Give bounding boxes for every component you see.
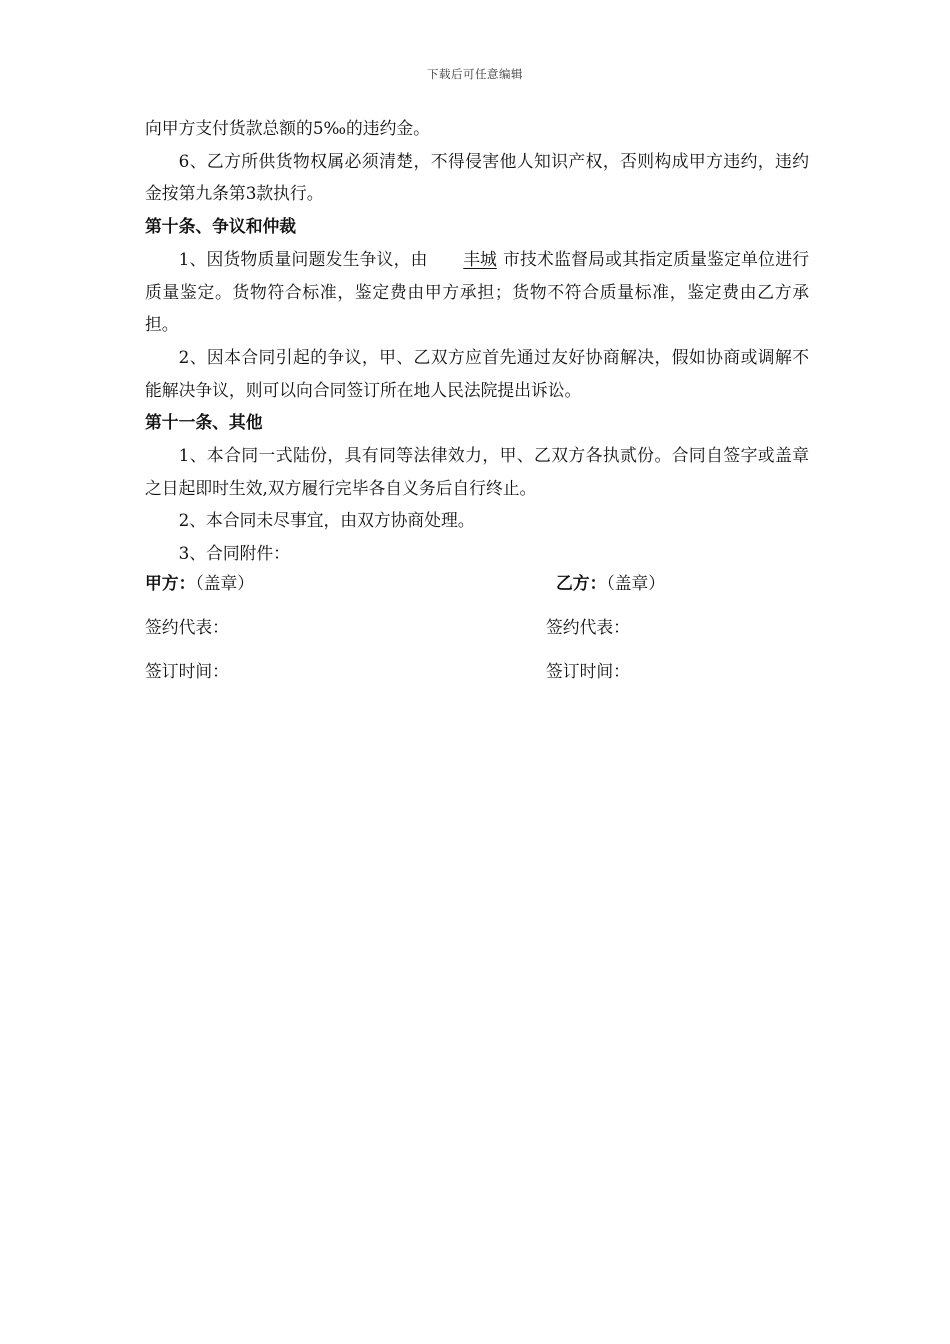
paragraph-quality-dispute	[145, 243, 809, 341]
party-a-signature	[145, 570, 254, 594]
party-b-sign-date: 签订时间：	[546, 661, 630, 681]
party-a-seal: （盖章）	[195, 573, 255, 593]
paragraph-attachments: 3、合同附件：	[178, 543, 290, 564]
page-header: 下载后可任意编辑	[427, 67, 523, 81]
section-heading-dispute: 第十条、争议和仲裁	[145, 216, 297, 237]
party-b-seal: （盖章）	[606, 573, 666, 593]
quality-dispute-text-start: 1、因货物质量问题发生争议，由	[178, 248, 428, 269]
signature-block	[145, 570, 809, 702]
paragraph-unresolved-matters: 2、本合同未尽事宜，由双方协商处理。	[178, 510, 475, 531]
paragraph-penalty-continued: 向甲方支付货款总额的5‰的违约金。	[145, 118, 430, 138]
party-a-sign-date: 签订时间：	[145, 661, 229, 681]
party-b-representative: 签约代表：	[546, 617, 630, 637]
paragraph-ownership-clause: 6、乙方所供货物权属必须清楚，不得侵害他人知识产权，否则构成甲方违约，违约金按第九条第3款执行。	[145, 150, 809, 204]
city-blank-field: 丰城	[463, 248, 497, 269]
signature-date-row	[145, 658, 809, 702]
section-heading-other: 第十一条、其他	[145, 412, 263, 433]
paragraph-contract-dispute: 2、因本合同引起的争议，甲、乙双方应首先通过友好协商解决，假如协商或调解不能解决争议，则可以向合同签订所在地人民法院提出诉讼。	[145, 346, 809, 400]
party-a-representative: 签约代表：	[145, 617, 229, 637]
quality-dispute-text-end: 市技术监督局或其指定质量鉴定单位进行质量鉴定。货物符合标准，鉴定费由甲方承担；货物不符合质量标准，鉴定费由乙方承担。	[145, 248, 809, 335]
party-b-signature	[556, 570, 665, 594]
contract-body	[145, 112, 809, 570]
paragraph-copies-validity: 1、本合同一式陆份，具有同等法律效力，甲、乙双方各执贰份。合同自签字或盖章之日起即时生效,双方履行完毕各自义务后自行终止。	[145, 445, 809, 498]
party-a-label: 甲方：	[145, 573, 196, 593]
signature-party-row	[145, 570, 809, 614]
party-b-label: 乙方：	[556, 573, 607, 593]
signature-representative-row	[145, 614, 809, 658]
